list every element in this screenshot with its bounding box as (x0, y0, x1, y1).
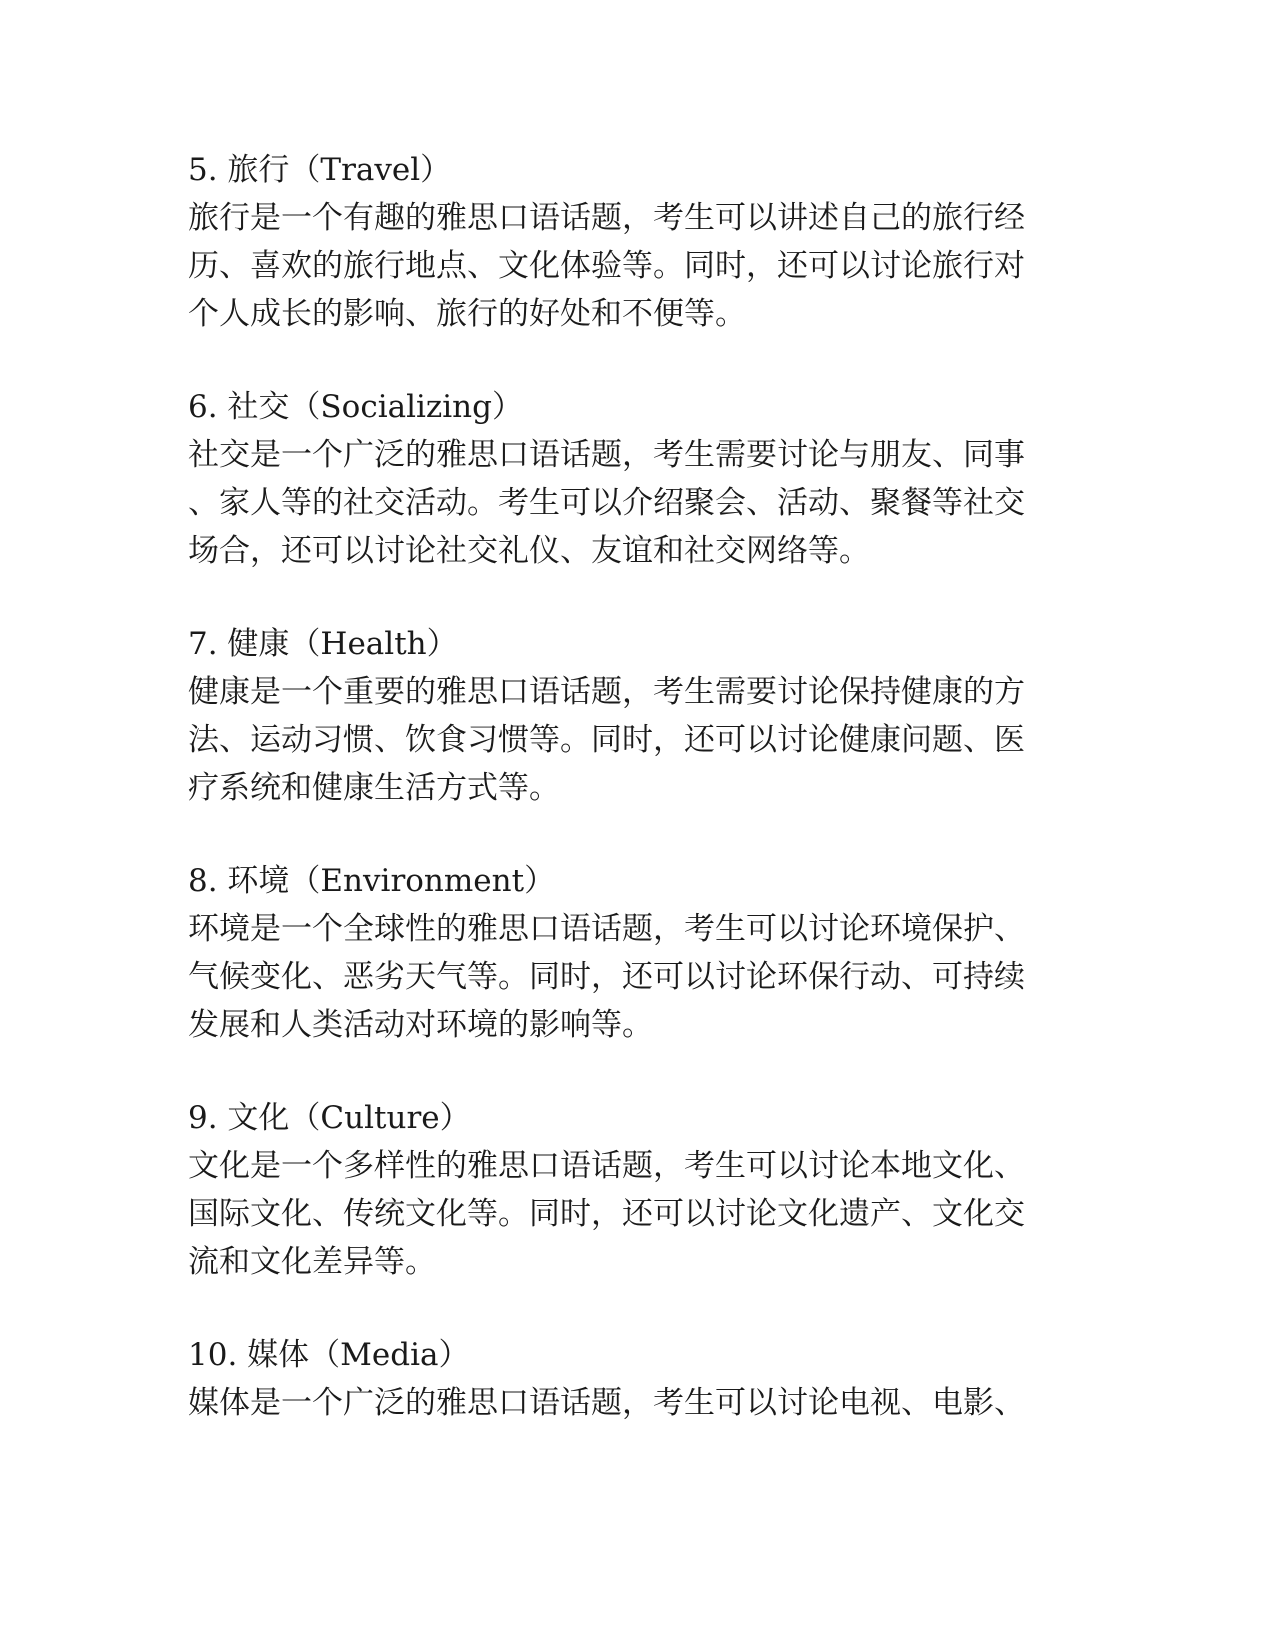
section-heading: 5. 旅行（Travel） (188, 152, 452, 188)
section-heading: 9. 文化（Culture） (188, 1100, 471, 1136)
section-heading: 10. 媒体（Media） (188, 1337, 470, 1373)
paragraph-line: 法、运动习惯、饮食习惯等。同时，还可以讨论健康问题、医 (188, 722, 1025, 758)
paragraph-line: 流和文化差异等。 (188, 1244, 436, 1280)
paragraph-line: 个人成长的影响、旅行的好处和不便等。 (188, 296, 746, 332)
section-heading: 7. 健康（Health） (188, 626, 458, 662)
section-culture (188, 1094, 1088, 1286)
paragraph-line: 国际文化、传统文化等。同时，还可以讨论文化遗产、文化交 (188, 1196, 1025, 1232)
section-heading: 6. 社交（Socializing） (188, 389, 523, 425)
paragraph-line: 媒体是一个广泛的雅思口语话题，考生可以讨论电视、电影、 (188, 1385, 1025, 1421)
paragraph-line: 健康是一个重要的雅思口语话题，考生需要讨论保持健康的方 (188, 674, 1025, 710)
paragraph-line: 场合，还可以讨论社交礼仪、友谊和社交网络等。 (188, 533, 870, 569)
section-environment (188, 857, 1088, 1049)
section-travel (188, 146, 1088, 338)
paragraph-line: 发展和人类活动对环境的影响等。 (188, 1007, 653, 1043)
paragraph-line: 文化是一个多样性的雅思口语话题，考生可以讨论本地文化、 (188, 1148, 1025, 1184)
paragraph-line: 、家人等的社交活动。考生可以介绍聚会、活动、聚餐等社交 (188, 485, 1025, 521)
section-health (188, 620, 1088, 812)
section-media (188, 1331, 1088, 1427)
paragraph-line: 历、喜欢的旅行地点、文化体验等。同时，还可以讨论旅行对 (188, 248, 1025, 284)
paragraph-line: 社交是一个广泛的雅思口语话题，考生需要讨论与朋友、同事 (188, 437, 1025, 473)
paragraph-line: 气候变化、恶劣天气等。同时，还可以讨论环保行动、可持续 (188, 959, 1025, 995)
paragraph-line: 疗系统和健康生活方式等。 (188, 770, 560, 806)
paragraph-line: 环境是一个全球性的雅思口语话题，考生可以讨论环境保护、 (188, 911, 1025, 947)
paragraph-line: 旅行是一个有趣的雅思口语话题，考生可以讲述自己的旅行经 (188, 200, 1025, 236)
section-socializing (188, 383, 1088, 575)
section-heading: 8. 环境（Environment） (188, 863, 556, 899)
